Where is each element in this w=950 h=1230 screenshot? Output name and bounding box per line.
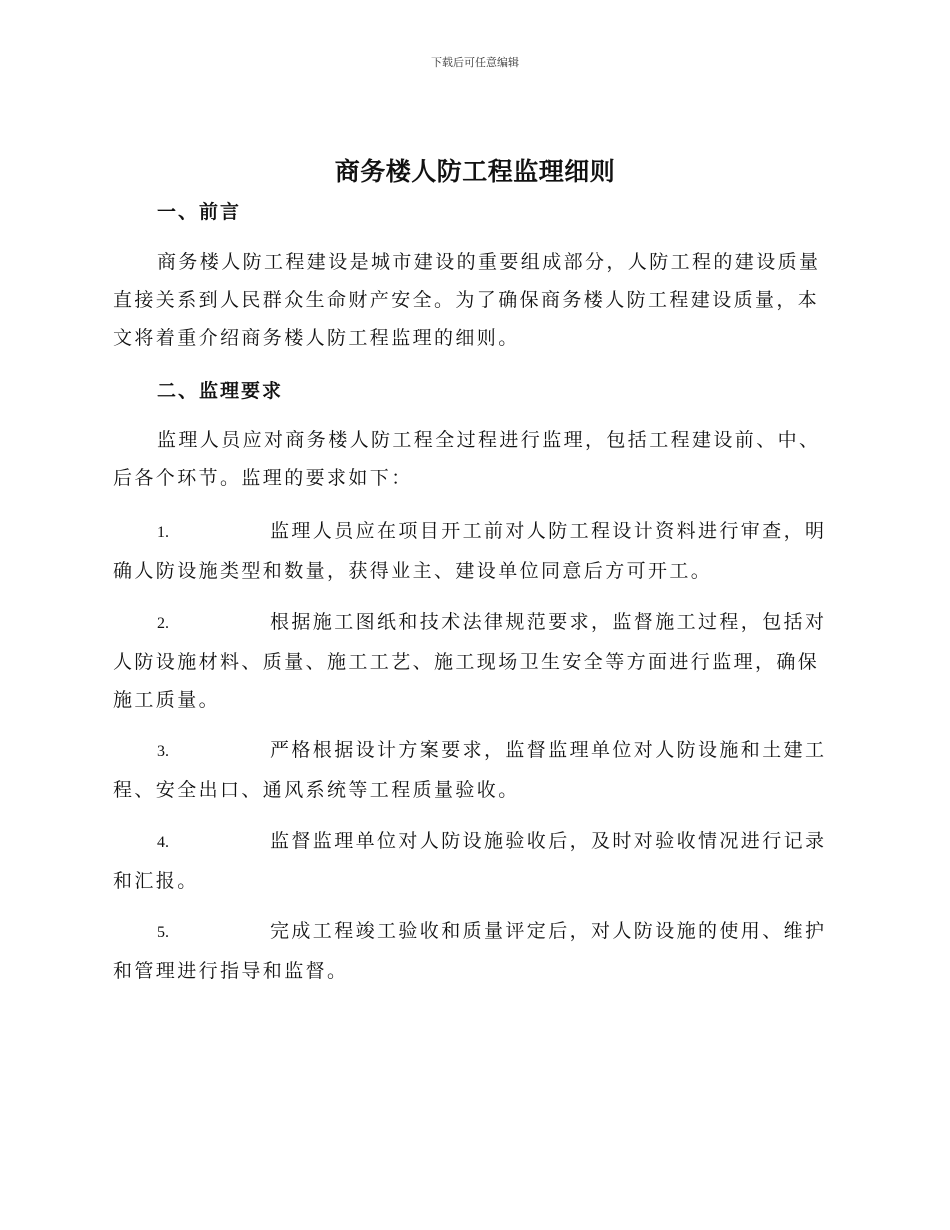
section-heading-preface: 一、前言 xyxy=(157,201,242,223)
list-item xyxy=(113,603,833,719)
list-item xyxy=(113,912,833,990)
list-item-text: 监督监理单位对人防设施验收后，及时对验收情况进行记录和汇报。 xyxy=(113,830,827,892)
list-item xyxy=(113,822,833,900)
list-item-number: 3. xyxy=(157,743,169,760)
list-item-text: 根据施工图纸和技术法律规范要求，监督施工过程，包括对人防设施材料、质量、施工工艺、施工现场卫生安全等方面进行监理，确保施工质量。 xyxy=(113,611,827,711)
requirements-paragraph: 监理人员应对商务楼人防工程全过程进行监理，包括工程建设前、中、后各个环节。监理的要求如下： xyxy=(113,429,821,489)
list-item-text: 完成工程竣工验收和质量评定后，对人防设施的使用、维护和管理进行指导和监督。 xyxy=(113,920,827,982)
list-item-number: 5. xyxy=(157,924,169,941)
list-item-text: 严格根据设计方案要求，监督监理单位对人防设施和土建工程、安全出口、通风系统等工程质量验收。 xyxy=(113,739,827,801)
list-item-text: 监理人员应在项目开工前对人防工程设计资料进行审查，明确人防设施类型和数量，获得业主、建设单位同意后方可开工。 xyxy=(113,520,827,582)
list-item xyxy=(113,512,833,590)
document-title: 商务楼人防工程监理细则 xyxy=(334,157,616,186)
list-item xyxy=(113,731,833,809)
preface-paragraph: 商务楼人防工程建设是城市建设的重要组成部分，人防工程的建设质量直接关系到人民群众生命财产安全。为了确保商务楼人防工程建设质量，本文将着重介绍商务楼人防工程监理的细则。 xyxy=(113,251,821,349)
list-item-number: 4. xyxy=(157,834,169,851)
list-item-number: 2. xyxy=(157,615,169,632)
list-item-number: 1. xyxy=(157,524,169,541)
header-note: 下载后可任意编辑 xyxy=(431,56,519,69)
section-heading-requirements: 二、监理要求 xyxy=(157,380,284,402)
